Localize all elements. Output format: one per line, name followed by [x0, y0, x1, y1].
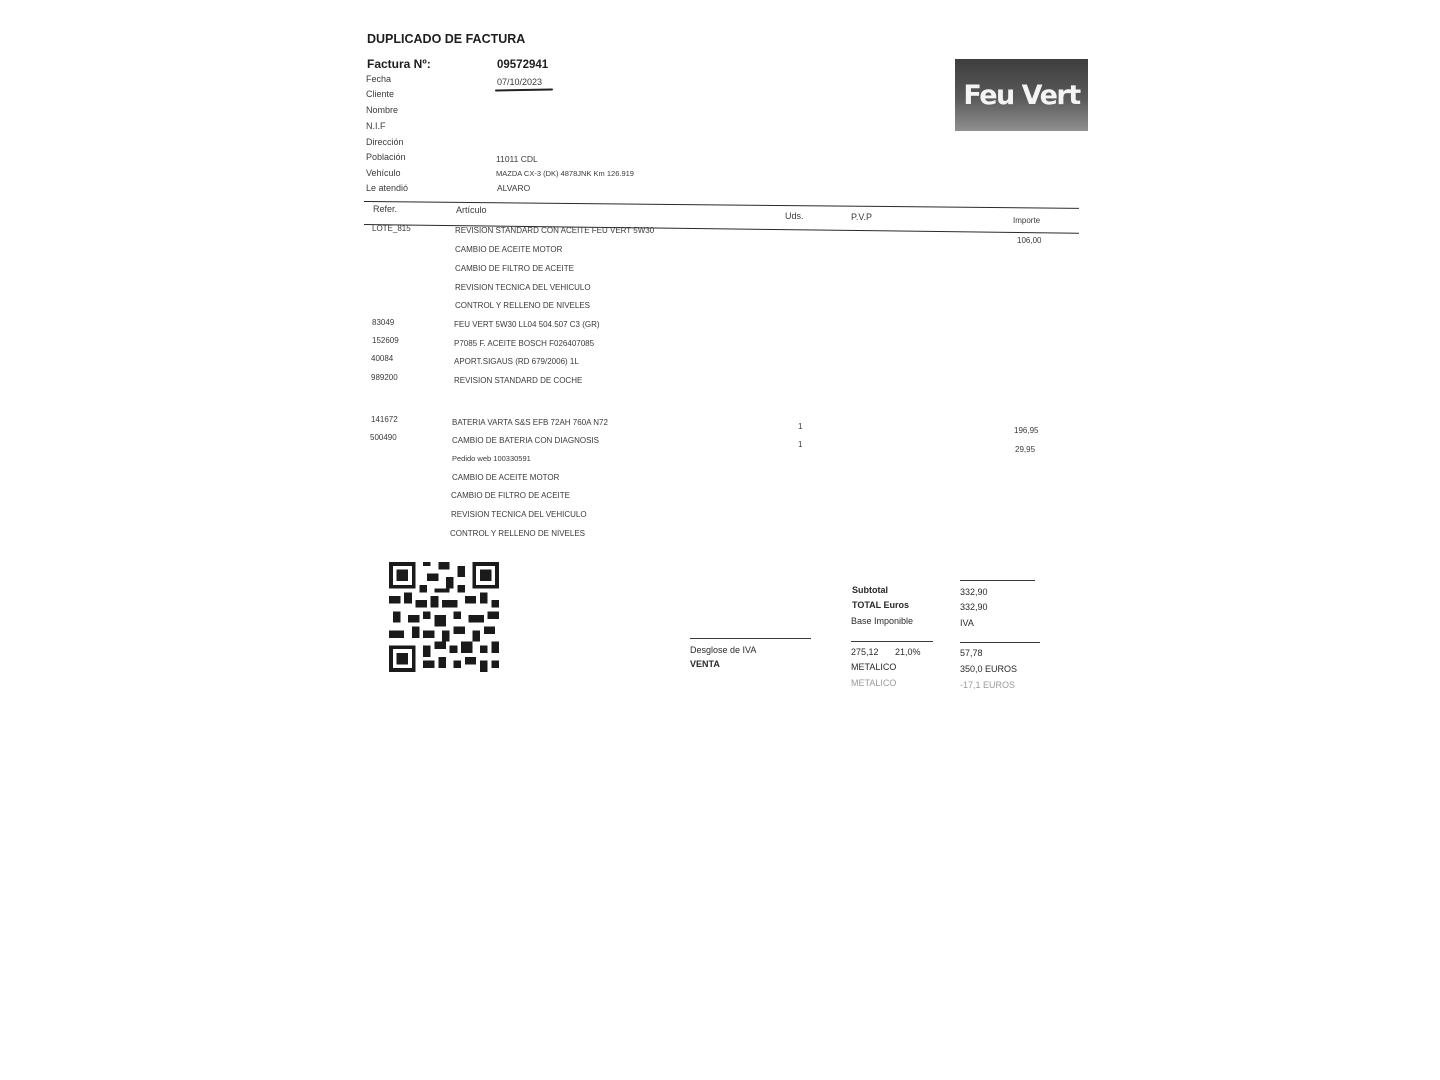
row-ref: 40084: [371, 354, 394, 363]
column-header-uds: Uds.: [785, 211, 804, 221]
payment-change: -17,1 EUROS: [960, 680, 1016, 690]
column-header-pvp: P.V.P: [851, 212, 873, 222]
poblacion-value: 11011 CDL: [496, 154, 538, 164]
row-articulo: CAMBIO DE FILTRO DE ACEITE: [451, 491, 570, 500]
desglose-rule: [690, 638, 811, 639]
iva-value: 57,78: [960, 648, 983, 658]
payment-method: METALICO: [851, 678, 897, 688]
row-ref: 152609: [372, 336, 399, 345]
iva-label: IVA: [960, 618, 974, 628]
base-imponible-label: Base Imponible: [851, 616, 914, 626]
row-importe: 29,95: [1015, 445, 1036, 454]
subtotal-label: Subtotal: [852, 585, 888, 595]
total-label: TOTAL Euros: [852, 600, 910, 610]
payment-method: METALICO: [851, 662, 897, 672]
row-articulo: CAMBIO DE BATERIA CON DIAGNOSIS: [452, 436, 599, 445]
poblacion-label: Población: [366, 152, 406, 162]
nombre-label: Nombre: [366, 105, 399, 115]
column-header-ref: Refer.: [373, 204, 398, 214]
row-uds: 1: [798, 440, 803, 449]
row-articulo: REVISION STANDARD DE COCHE: [454, 376, 583, 385]
row-articulo: FEU VERT 5W30 LL04 504.507 C3 (GR): [454, 320, 600, 329]
column-header-importe: Importe: [1013, 216, 1041, 225]
iva-rule: [960, 642, 1040, 643]
subtotal-rule: [960, 580, 1035, 581]
row-ref: 83049: [372, 318, 395, 327]
row-articulo: CONTROL Y RELLENO DE NIVELES: [450, 529, 586, 538]
row-articulo: APORT.SIGAUS (RD 679/2006) 1L: [454, 357, 579, 366]
base-value: 275,12: [851, 647, 879, 657]
qr-code: [389, 562, 499, 672]
le-atendio-value: ALVARO: [497, 183, 531, 193]
date-underline: [495, 88, 553, 91]
le-atendio-label: Le atendió: [366, 183, 409, 193]
row-ref: LOTE_815: [372, 224, 411, 233]
document-title: DUPLICADO DE FACTURA: [367, 32, 526, 46]
row-ref: 989200: [371, 373, 398, 382]
row-articulo: REVISION TECNICA DEL VEHICULO: [451, 510, 587, 519]
row-articulo: REVISION STANDARD CON ACEITE FEU VERT 5W30: [455, 226, 655, 235]
row-articulo: P7085 F. ACEITE BOSCH F026407085: [454, 339, 595, 348]
column-header-articulo: Artículo: [456, 205, 487, 215]
desglose-iva-label: Desglose de IVA: [690, 645, 757, 655]
iva-rate: 21,0%: [895, 647, 921, 657]
row-ref: 500490: [370, 433, 397, 442]
row-articulo: CONTROL Y RELLENO DE NIVELES: [455, 301, 591, 310]
logo-text: Feu Vert: [963, 79, 1080, 111]
cliente-label: Cliente: [366, 89, 395, 99]
row-articulo: BATERIA VARTA S&S EFB 72AH 760A N72: [452, 418, 608, 427]
row-articulo: REVISION TECNICA DEL VEHICULO: [455, 283, 591, 292]
total-value: 332,90: [960, 602, 988, 612]
nif-label: N.I.F: [366, 121, 386, 131]
vehiculo-label: Vehículo: [366, 168, 401, 178]
invoice-number: 09572941: [497, 59, 549, 71]
subtotal-value: 332,90: [960, 587, 988, 597]
vehiculo-value: MAZDA CX-3 (DK) 4878JNK Km 126.919: [496, 169, 634, 178]
row-ref: 141672: [371, 415, 398, 424]
row-articulo: Pedido web 100330591: [452, 454, 531, 463]
invoice-date: 07/10/2023: [497, 77, 543, 87]
venta-label: VENTA: [690, 659, 720, 669]
row-uds: 1: [798, 422, 803, 431]
feu-vert-logo: [955, 59, 1088, 131]
payment-amount: 350,0 EUROS: [960, 664, 1018, 674]
direccion-label: Dirección: [366, 137, 404, 147]
row-importe: 196,95: [1014, 426, 1039, 435]
invoice-number-label: Factura Nº:: [367, 57, 431, 71]
row-articulo: CAMBIO DE ACEITE MOTOR: [455, 245, 563, 254]
row-articulo: CAMBIO DE ACEITE MOTOR: [452, 473, 560, 482]
fecha-label: Fecha: [366, 74, 392, 84]
base-rule: [851, 641, 933, 642]
row-articulo: CAMBIO DE FILTRO DE ACEITE: [455, 264, 574, 273]
row-importe: 106,00: [1017, 236, 1042, 245]
